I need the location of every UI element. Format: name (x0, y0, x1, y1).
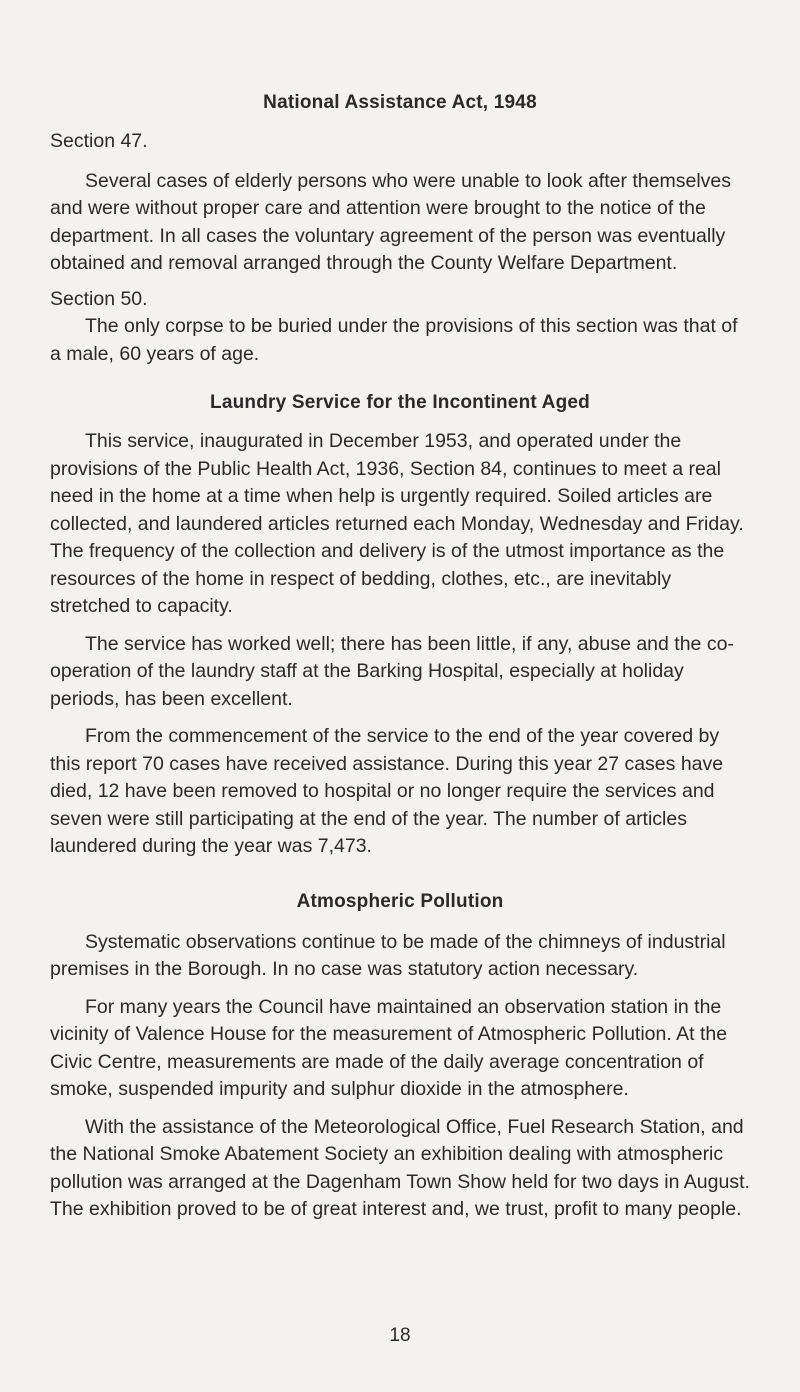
section-47-paragraph: Several cases of elderly persons who were unable to look after themselves and were without proper care and attention were brought to the notice of the department. In all cases the voluntary agreement of the person was eventually obtained and removal arranged through the County Welfare Department. (50, 169, 732, 274)
pollution-paragraph-1: Systematic observations continue to be made of the chimneys of industrial premises in the Borough. In no case was statutory action necessary. (50, 930, 726, 980)
pollution-paragraph-3: With the assistance of the Meteorological Office, Fuel Research Station, and the National Smoke Abatement Society an exhibition dealing with atmospheric pollution was arranged at the Dagenham Town Show held for two days in August. The exhibition proved to be of great interest and, we trust, profit to many people. (50, 1115, 750, 1220)
page-number: 18 (389, 1325, 411, 1346)
section-50-label: Section 50. (50, 287, 148, 310)
pollution-paragraph-2: For many years the Council have maintained an observation station in the vicinity of Valence House for the measurement of Atmospheric Pollution. At the Civic Centre, measurements are made of the daily average concentration of smoke, suspended impurity and sulphur dioxide in the atmosphere. (50, 995, 728, 1100)
laundry-paragraph-2: The service has worked well; there has been little, if any, abuse and the co-operation of the laundry staff at the Barking Hospital, especially at holiday periods, has been excellent. (50, 632, 734, 710)
section-50-paragraph: The only corpse to be buried under the provisions of this section was that of a male, 60 years of age. (50, 315, 738, 365)
laundry-paragraph-1: This service, inaugurated in December 1953, and operated under the provisions of the Public Health Act, 1936, Section 84, continues to meet a real need in the home at a time when help is urgently required. Soiled articles are collected, and laundered articles returned each Monday, Wednesday and Friday. The frequency of the collection and delivery is of the utmost importance as the resources of the home in respect of bedding, clothes, etc., are inevitably stretched to capacity. (50, 430, 744, 617)
atmospheric-pollution-heading: Atmospheric Pollution (296, 890, 504, 912)
laundry-paragraph-3: From the commencement of the service to the end of the year covered by this report 70 cases have received assistance. During this year 27 cases have died, 12 have been removed to hospital or no longer require the services and seven were still participating at the end of the year. The number of articles laundered during the year was 7,473. (50, 725, 724, 857)
document-title: National Assistance Act, 1948 (263, 92, 537, 113)
laundry-service-heading: Laundry Service for the Incontinent Aged (210, 392, 590, 413)
document-page (50, 92, 750, 1224)
section-47-label: Section 47. (50, 130, 148, 152)
